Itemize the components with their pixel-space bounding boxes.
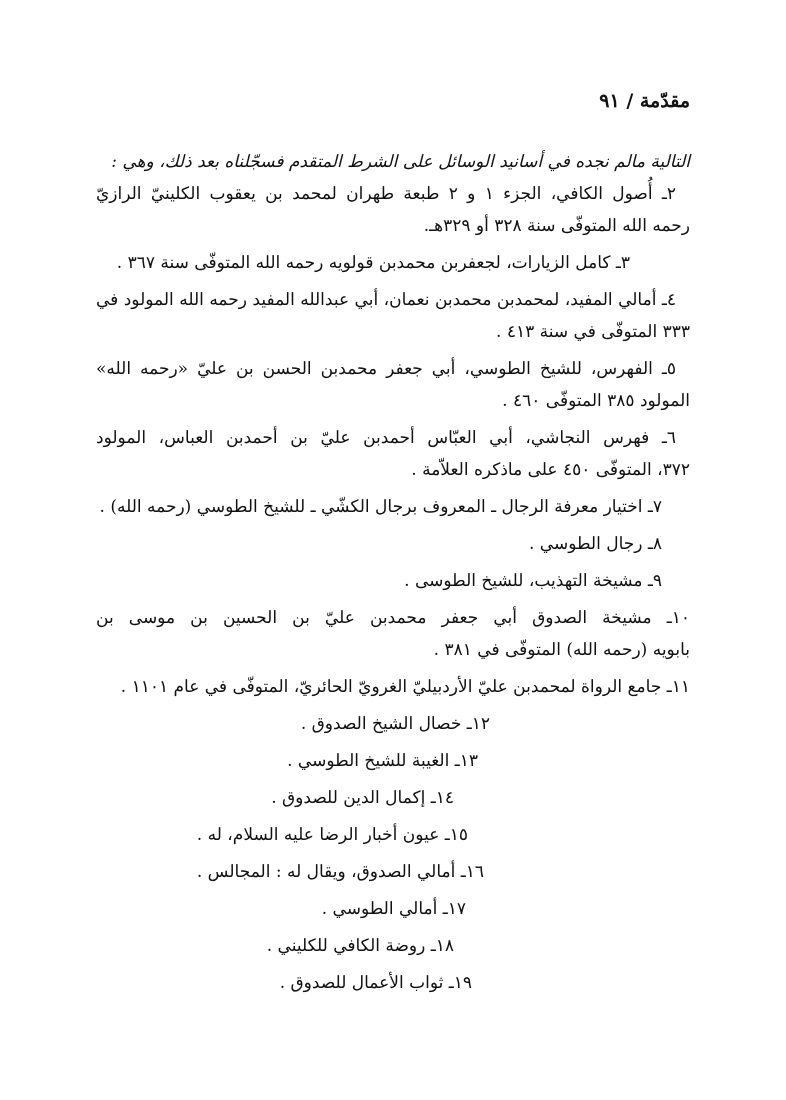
list-item <box>96 708 690 740</box>
list-item-line: ٩ـ مشيخة التهذيب، للشيخ الطوسى . <box>404 571 662 591</box>
list-item <box>96 967 690 999</box>
list-item <box>96 491 690 523</box>
list-item-line: ١٨ـ روضة الكافي للكليني . <box>266 936 454 956</box>
list-item-line: ٦ـ فهرس النجاشي، أبي العبّاس أحمدبن عليّ بن أحمدبن العباس، المولود <box>96 428 676 448</box>
list-item-line: ١٠ـ مشيخة الصدوق أبي جعفر محمدبن عليّ بن الحسين بن موسى بن <box>96 608 690 628</box>
list-item-line: ١٧ـ أمالي الطوسي . <box>321 899 466 919</box>
list-item-line: المولود ٣٨٥ المتوفّى ٤٦٠ . <box>502 391 690 411</box>
list-item <box>96 893 690 925</box>
list-item-line: ٣ـ كامل الزيارات، لجعفربن محمدبن قولويه رحمه الله المتوفّى سنة ٣٦٧ . <box>116 253 630 273</box>
list-item-line: ٣٣٣ المتوفّى في سنة ٤١٣ . <box>496 322 690 342</box>
list-item <box>96 284 690 348</box>
list-item-line: ٥ـ الفهرس، للشيخ الطوسي، أبي جعفر محمدبن الحسن بن عليّ «رحمه الله» <box>96 359 676 379</box>
list-item-line: بابويه (رحمه الله) المتوفّى في ٣٨١ . <box>433 640 690 660</box>
list-item <box>96 745 690 777</box>
list-item-line: ١٢ـ خصال الشيخ الصدوق . <box>300 714 490 734</box>
list-item-line: ١٣ـ الغيبة للشيخ الطوسي . <box>287 751 478 771</box>
list-item-line: ١١ـ جامع الرواة لمحمدبن عليّ الأردبيليّ الغرويّ الحائريّ، المتوفّى في عام ١١٠١ . <box>120 677 690 697</box>
list-item-line: ٨ـ رجال الطوسي . <box>528 534 662 554</box>
list-item <box>96 671 690 703</box>
list-item-line: ٢ـ أُصول الكافي، الجزء ١ و ٢ طبعة طهران لمحمد بن يعقوب الكلينيّ الرازيّ <box>96 184 676 204</box>
list-item <box>96 930 690 962</box>
list-item <box>96 856 690 888</box>
list-item <box>96 178 690 242</box>
list-item-line: ١٤ـ إكمال الدين للصدوق . <box>271 788 454 808</box>
list-item <box>96 247 690 279</box>
list-item <box>96 819 690 851</box>
list-item <box>96 782 690 814</box>
list-item-line: رحمه الله المتوفّى سنة ٣٢٨ أو ٣٢٩هـ. <box>423 216 690 236</box>
list-item <box>96 565 690 597</box>
list-item <box>96 422 690 486</box>
list-item-line: ٧ـ اختيار معرفة الرجال ـ المعروف برجال الكشّي ـ للشيخ الطوسي (رحمه الله) . <box>99 497 662 517</box>
list-item-line: ٣٧٢، المتوفّى ٤٥٠ على ماذكره العلاّمة . <box>411 460 690 480</box>
list-item <box>96 353 690 417</box>
list-item-line: ١٥ـ عيون أخبار الرضا عليه السلام، له . <box>196 825 468 845</box>
list-item-line: ١٦ـ أمالي الصدوق، ويقال له : المجالس . <box>196 862 484 882</box>
list-item-line: ٤ـ أمالي المفيد، لمحمدبن محمدبن نعمان، أبي عبدالله المفيد رحمه الله المولود في <box>96 290 676 310</box>
document-body <box>96 146 690 999</box>
intro-paragraph: التالية مالم نجده في أسانيد الوسائل على الشرط المتقدم فسجّلناه بعد ذلك، وهي : <box>111 152 690 172</box>
list-item <box>96 602 690 666</box>
running-header: مقدّمة / ٩١ <box>599 90 690 112</box>
list-item-line: ١٩ـ ثواب الأعمال للصدوق . <box>279 973 472 993</box>
list-item <box>96 528 690 560</box>
